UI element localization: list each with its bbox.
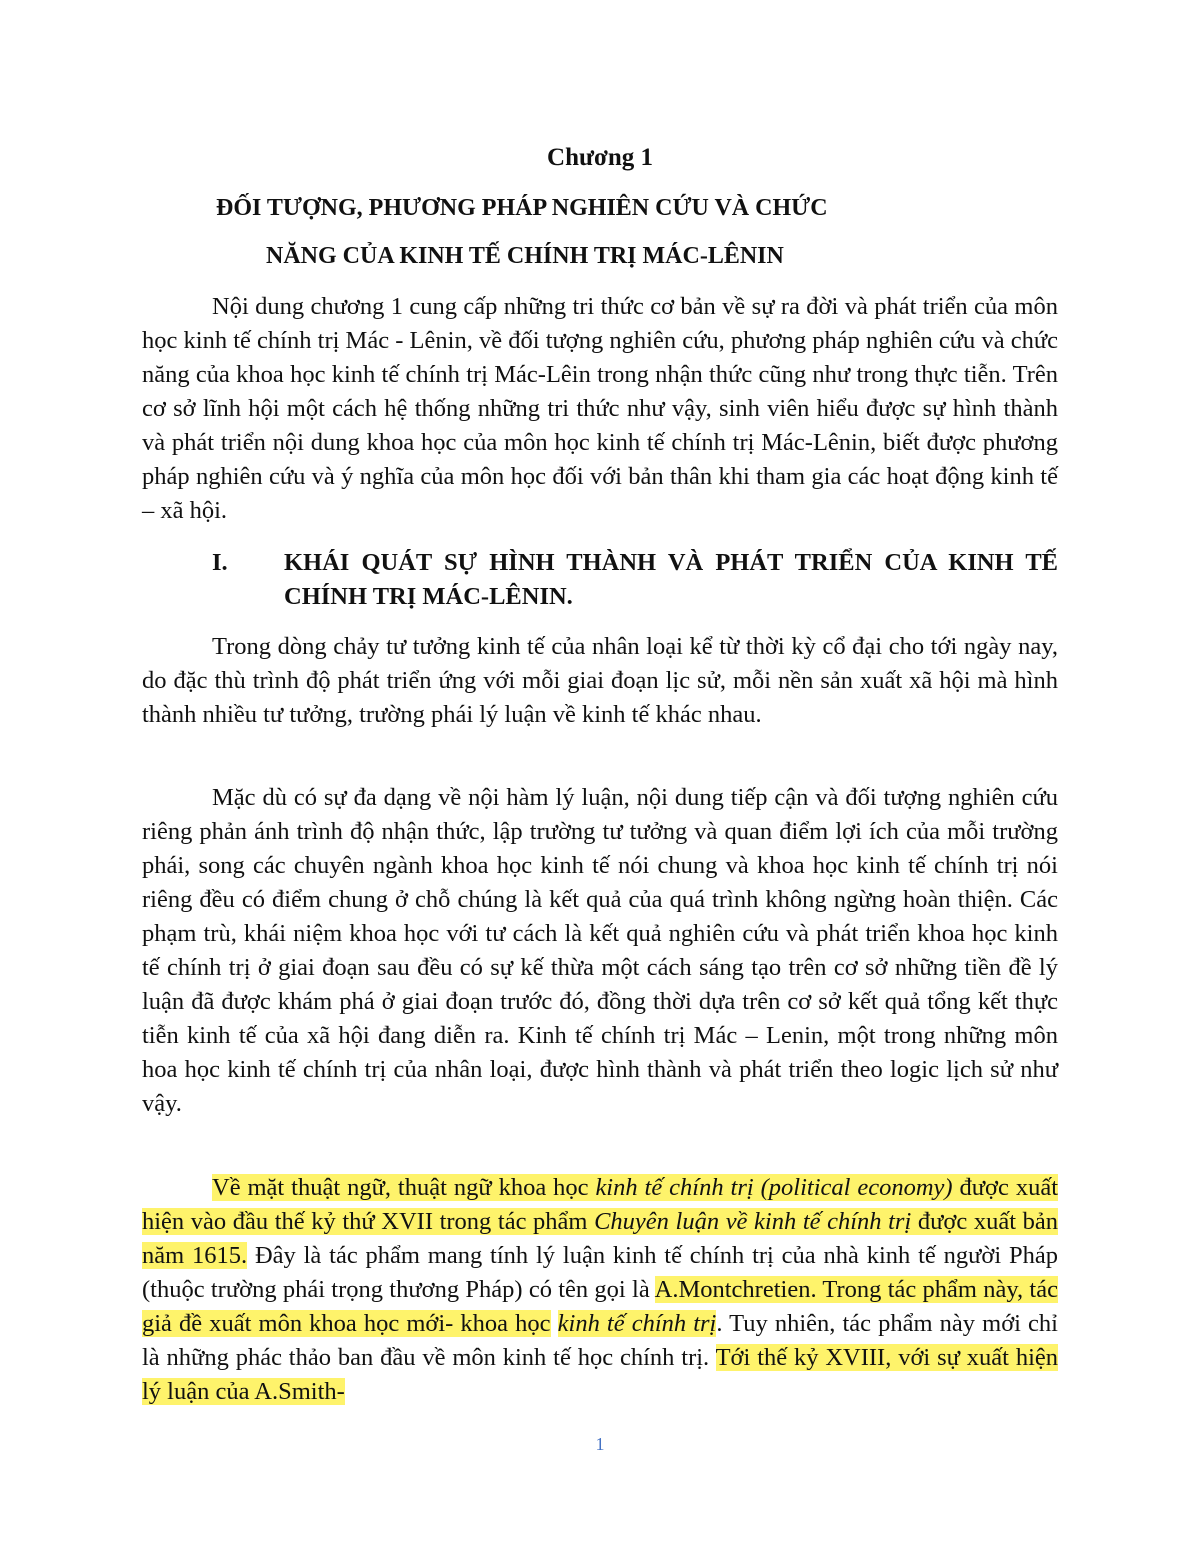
section-number: I.: [212, 549, 228, 576]
plain-text: . Tuy nhiên, tác phẩm này mới chỉ là những phác thảo ban đầu về môn kinh tế học chính trị.: [142, 1310, 1058, 1371]
plain-text: [551, 1310, 558, 1337]
chapter-title-line-1: ĐỐI TƯỢNG, PHƯƠNG PHÁP NGHIÊN CỨU VÀ CHỨC: [216, 195, 828, 221]
body-paragraph-1: Trong dòng chảy tư tưởng kinh tế của nhân loại kể từ thời kỳ cổ đại cho tới ngày nay, do đặc thù trình độ phát triển ứng với mỗi giai đoạn lịc sử, mỗi nền sản xuất xã hội mà hình thành nhiều tư tưởng, trường phái lý luận về kinh tế khác nhau.: [142, 633, 1058, 728]
chapter-heading: Chương 1: [547, 144, 653, 171]
body-paragraph-2: Mặc dù có sự đa dạng về nội hàm lý luận, nội dung tiếp cận và đối tượng nghiên cứu riêng phản ánh trình độ nhận thức, lập trường tư tưởng và quan điểm lợi ích của mỗi trường phái, song các chuyên ngành khoa học kinh tế nói chung và khoa học kinh tế chính trị nói riêng đều có điểm chung ở chỗ chúng là kết quả của quá trình không ngừng hoàn thiện. Các phạm trù, khái niệm khoa học với tư cách là kết quả nghiên cứu và phát triển khoa học kinh tế chính trị ở giai đoạn sau đều có sự kế thừa một cách sáng tạo trên cơ sở những tiền đề lý luận đã được khám phá ở giai đoạn trước đó, đồng thời dựa trên cơ sở kết quả tổng kết thực tiễn kinh tế của xã hội đang diễn ra. Kinh tế chính trị Mác – Lenin, một trong những môn hoa học kinh tế chính trị của nhân loại, được hình thành và phát triển theo logic lịch sử như vậy.: [142, 784, 1058, 1117]
highlighted-text: được xuất bản năm 1615.: [142, 1208, 1058, 1269]
highlighted-italic-term: kinh tế chính trị (political economy): [595, 1174, 953, 1201]
highlighted-italic-title: Chuyên luận về kinh tế chính trị: [594, 1208, 912, 1235]
chapter-title-line-2: NĂNG CỦA KINH TẾ CHÍNH TRỊ MÁC-LÊNIN: [266, 243, 784, 269]
highlighted-italic-term: kinh tế chính trị: [557, 1310, 717, 1337]
highlighted-text: Về mặt thuật ngữ, thuật ngữ khoa học: [212, 1174, 596, 1201]
highlighted-text: được xuất hiện vào đầu thế kỷ thứ XVII trong tác phẩm: [142, 1174, 1059, 1235]
section-heading: [142, 546, 1058, 614]
highlighted-text: A.Montchretien. Trong tác phẩm này, tác giả đề xuất môn khoa học mới- khoa học: [142, 1276, 1058, 1337]
page-number: 1: [595, 1434, 605, 1454]
plain-text: Đây là tác phẩm mang tính lý luận kinh tế chính trị của nhà kinh tế người Pháp (thuộc trường phái trọng thương Pháp) có tên gọi là: [142, 1242, 1058, 1303]
intro-paragraph: Nội dung chương 1 cung cấp những tri thức cơ bản về sự ra đời và phát triển của môn học kinh tế chính trị Mác - Lênin, về đối tượng nghiên cứu, phương pháp nghiên cứu và chức năng của khoa học kinh tế chính trị Mác-Lêin trong nhận thức cũng như trong thực tiễn. Trên cơ sở lĩnh hội một cách hệ thống những tri thức như vậy, sinh viên hiểu được sự hình thành và phát triển nội dung khoa học của môn học kinh tế chính trị Mác-Lênin, biết được phương pháp nghiên cứu và ý nghĩa của môn học đối với bản thân khi tham gia các hoạt động kinh tế – xã hội.: [142, 293, 1058, 524]
body-paragraph-3: [142, 1171, 1058, 1409]
section-title: KHÁI QUÁT SỰ HÌNH THÀNH VÀ PHÁT TRIỂN CỦA KINH TẾ CHÍNH TRỊ MÁC-LÊNIN.: [284, 549, 1058, 610]
highlighted-text: Tới thế kỷ XVIII, với sự xuất hiện lý luận của A.Smith-: [142, 1344, 1058, 1405]
